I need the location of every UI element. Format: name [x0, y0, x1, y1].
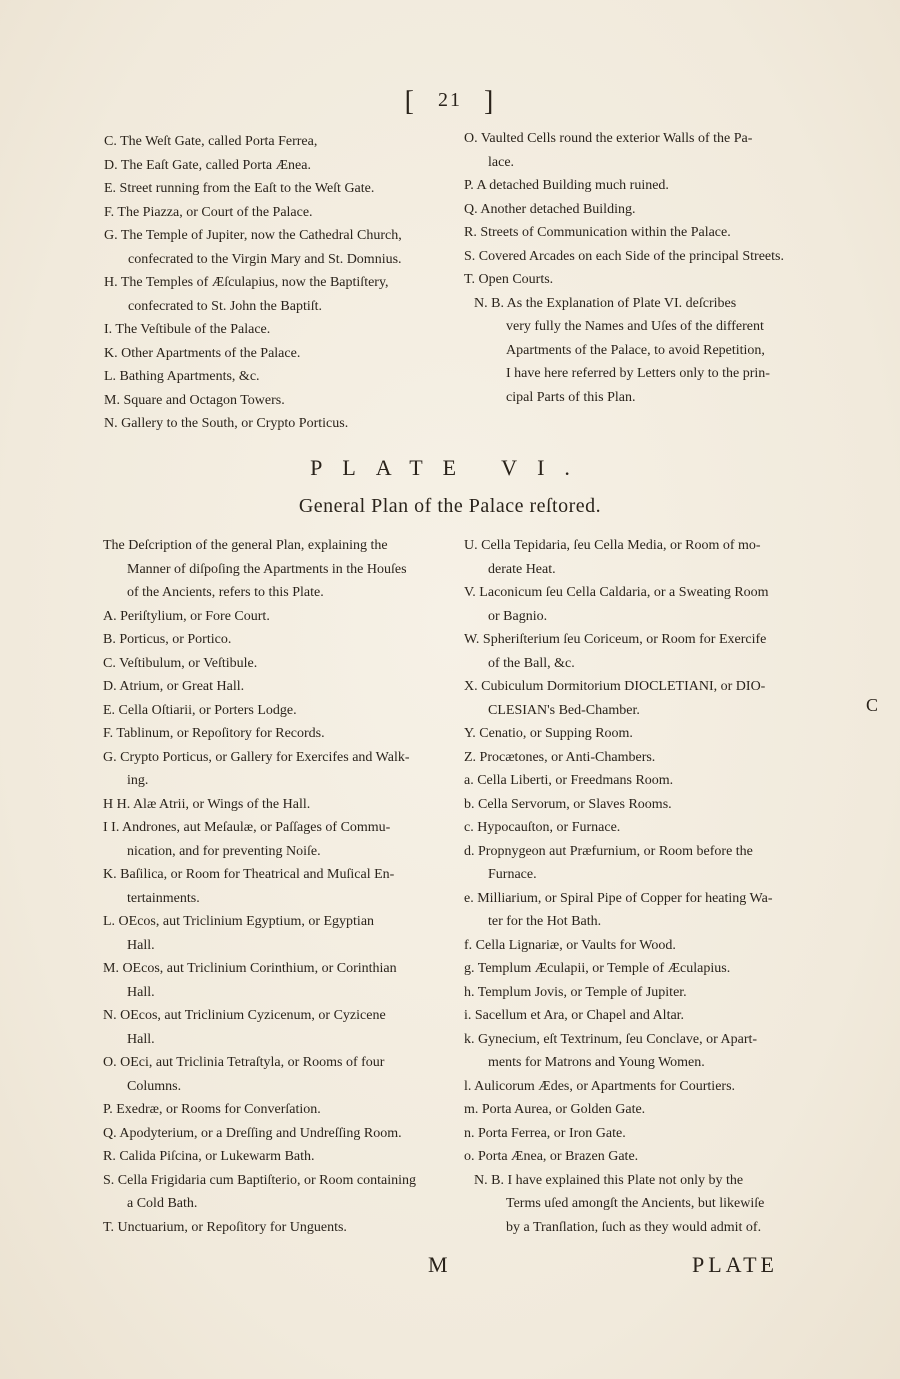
entry-line: P. A detached Building much ruined. [464, 178, 669, 193]
page-number [0, 86, 900, 118]
entry-line: P. Exedræ, or Rooms for Converſation. [103, 1102, 321, 1117]
entry-continuation: ing. [127, 773, 149, 788]
entry-line: g. Templum Æculapii, or Temple of Æculapius. [464, 961, 731, 976]
entry-line: G. The Temple of Jupiter, now the Cathedral Church, [104, 228, 402, 243]
entry-continuation: derate Heat. [488, 561, 556, 577]
entry-line: Z. Procætones, or Anti-Chambers. [464, 749, 656, 765]
entry-line: M. OEcos, aut Triclinium Corinthium, or Corinthian [103, 961, 397, 976]
entry-line: L. Bathing Apartments, &c. [104, 369, 260, 384]
page-number-value: 21 [438, 89, 462, 111]
page-number-open-bracket: [ [404, 86, 416, 117]
entry-line: D. Atrium, or Great Hall. [103, 679, 245, 694]
entry-line: S. Covered Arcades on each Side of the principal Streets. [464, 248, 784, 264]
entry-continuation: of the Ancients, refers to this Plate. [127, 585, 324, 600]
entry-line: m. Porta Aurea, or Golden Gate. [464, 1102, 646, 1117]
entry-line: K. Baſilica, or Room for Theatrical and Muſical En- [103, 867, 395, 882]
entry-line: o. Porta Ænea, or Brazen Gate. [464, 1149, 639, 1164]
entry-line: a. Cella Liberti, or Freedmans Room. [464, 773, 674, 788]
bottom-right-column [464, 534, 804, 1239]
entry-line: T. Open Courts. [464, 272, 554, 287]
top-left-column [104, 130, 444, 436]
entry-line: A. Periſtylium, or Fore Court. [103, 608, 270, 624]
entry-line: b. Cella Servorum, or Slaves Rooms. [464, 796, 672, 812]
entry-line: Q. Another detached Building. [464, 201, 636, 217]
plate-title: PLATE VI. [310, 455, 590, 480]
entry-continuation: Columns. [127, 1078, 182, 1094]
entry-line: F. Tablinum, or Repoſitory for Records. [103, 726, 325, 741]
bottom-left-column [103, 534, 443, 1239]
entry-continuation: nication, and for preventing Noiſe. [127, 843, 321, 859]
top-right-column [464, 127, 804, 409]
margin-mark: C [866, 695, 879, 715]
entry-line: R. Streets of Communication within the Palace. [464, 225, 731, 240]
entry-line: W. Spheriſterium ſeu Coriceum, or Room for Exercife [464, 632, 767, 647]
entry-line: G. Crypto Porticus, or Gallery for Exercifes and Walk- [103, 749, 410, 765]
catchword: PLATE [692, 1252, 778, 1277]
entry-line: F. The Piazza, or Court of the Palace. [104, 204, 313, 220]
entry-continuation: N. B. I have explained this Plate not only by the [474, 1172, 744, 1188]
entry-continuation: N. B. As the Explanation of Plate VI. deſcribes [474, 295, 737, 311]
entry-line: K. Other Apartments of the Palace. [104, 345, 301, 361]
entry-continuation: lace. [488, 154, 515, 170]
entry-line: n. Porta Ferrea, or Iron Gate. [464, 1125, 626, 1141]
signature-mark: M [428, 1252, 448, 1277]
entry-line: I. The Veſtibule of the Palace. [104, 322, 271, 337]
entry-continuation: Manner of diſpoſing the Apartments in the Houſes [127, 561, 407, 577]
entry-line: M. Square and Octagon Towers. [104, 392, 285, 408]
entry-line: Y. Cenatio, or Supping Room. [464, 726, 633, 741]
entry-continuation: Hall. [127, 984, 155, 1000]
entry-line: The Deſcription of the general Plan, explaining the [103, 538, 388, 553]
entry-line: L. OEcos, aut Triclinium Egyptium, or Egyptian [103, 914, 375, 929]
entry-line: h. Templum Jovis, or Temple of Jupiter. [464, 984, 687, 1000]
entry-continuation: by a Tranſlation, ſuch as they would admit of. [506, 1219, 762, 1235]
entry-continuation: I have here referred by Letters only to the prin- [506, 366, 770, 381]
entry-line: f. Cella Lignariæ, or Vaults for Wood. [464, 937, 676, 953]
entry-line: Q. Apodyterium, or a Dreſſing and Undreſſing Room. [103, 1125, 402, 1141]
plate-subtitle: General Plan of the Palace reſtored. [298, 495, 602, 517]
entry-continuation: of the Ball, &c. [488, 655, 575, 671]
entry-line: N. Gallery to the South, or Crypto Porticus. [104, 416, 349, 431]
entry-continuation: a Cold Bath. [127, 1196, 198, 1211]
entry-line: e. Milliarium, or Spiral Pipe of Copper for heating Wa- [464, 890, 773, 906]
entry-line: S. Cella Frigidaria cum Baptiſterio, or Room containing [103, 1172, 417, 1188]
entry-line: O. OEci, aut Triclinia Tetraſtyla, or Rooms of four [103, 1055, 385, 1070]
entry-continuation: Hall. [127, 1031, 155, 1047]
entry-line: X. Cubiculum Dormitorium DIOCLETIANI, or DIO- [464, 679, 766, 694]
entry-continuation: Furnace. [488, 867, 537, 882]
entry-continuation: or Bagnio. [488, 608, 548, 624]
entry-line: R. Calida Piſcina, or Lukewarm Bath. [103, 1149, 315, 1164]
entry-line: l. Aulicorum Ædes, or Apartments for Courtiers. [464, 1078, 736, 1094]
entry-line: i. Sacellum et Ara, or Chapel and Altar. [464, 1008, 685, 1023]
entry-continuation: CLESIAN's Bed-Chamber. [488, 702, 640, 718]
entry-line: d. Propnygeon aut Præfurnium, or Room before the [464, 843, 753, 859]
entry-line: k. Gynecium, eſt Textrinum, ſeu Conclave, or Apart- [464, 1031, 758, 1047]
entry-line: E. Street running from the Eaſt to the Weſt Gate. [104, 181, 375, 196]
entry-continuation: ments for Matrons and Young Women. [488, 1055, 705, 1070]
entry-line: B. Porticus, or Portico. [103, 632, 232, 647]
entry-line: O. Vaulted Cells round the exterior Walls of the Pa- [464, 131, 753, 146]
entry-line: H. The Temples of Æſculapius, now the Baptiſtery, [104, 275, 389, 290]
entry-line: T. Unctuarium, or Repoſitory for Unguents. [103, 1219, 347, 1235]
entry-continuation: ter for the Hot Bath. [488, 914, 602, 929]
entry-line: C. Veſtibulum, or Veſtibule. [103, 655, 258, 671]
entry-line: U. Cella Tepidaria, ſeu Cella Media, or Room of mo- [464, 538, 761, 553]
entry-line: D. The Eaſt Gate, called Porta Ænea. [104, 157, 311, 173]
entry-continuation: Apartments of the Palace, to avoid Repetition, [506, 342, 765, 358]
entry-continuation: Terms uſed amongſt the Ancients, but likewiſe [506, 1196, 765, 1211]
entry-continuation: Hall. [127, 937, 155, 953]
entry-line: E. Cella Oſtiarii, or Porters Lodge. [103, 702, 297, 718]
entry-line: V. Laconicum ſeu Cella Caldaria, or a Sweating Room [464, 585, 769, 600]
entry-line: c. Hypocauſton, or Furnace. [464, 820, 621, 835]
entry-continuation: confecrated to St. John the Baptiſt. [128, 298, 323, 314]
page-number-close-bracket: ] [484, 86, 496, 117]
entry-continuation: tertainments. [127, 890, 200, 906]
entry-line: C. The Weſt Gate, called Porta Ferrea, [104, 134, 318, 149]
entry-line: H H. Alæ Atrii, or Wings of the Hall. [103, 796, 311, 812]
entry-line: I I. Andrones, aut Meſaulæ, or Paſſages of Commu- [103, 820, 391, 835]
entry-continuation: cipal Parts of this Plan. [506, 389, 636, 405]
entry-line: N. OEcos, aut Triclinium Cyzicenum, or Cyzicene [103, 1008, 386, 1023]
entry-continuation: confecrated to the Virgin Mary and St. Domnius. [128, 251, 402, 267]
entry-continuation: very fully the Names and Uſes of the different [506, 319, 764, 334]
